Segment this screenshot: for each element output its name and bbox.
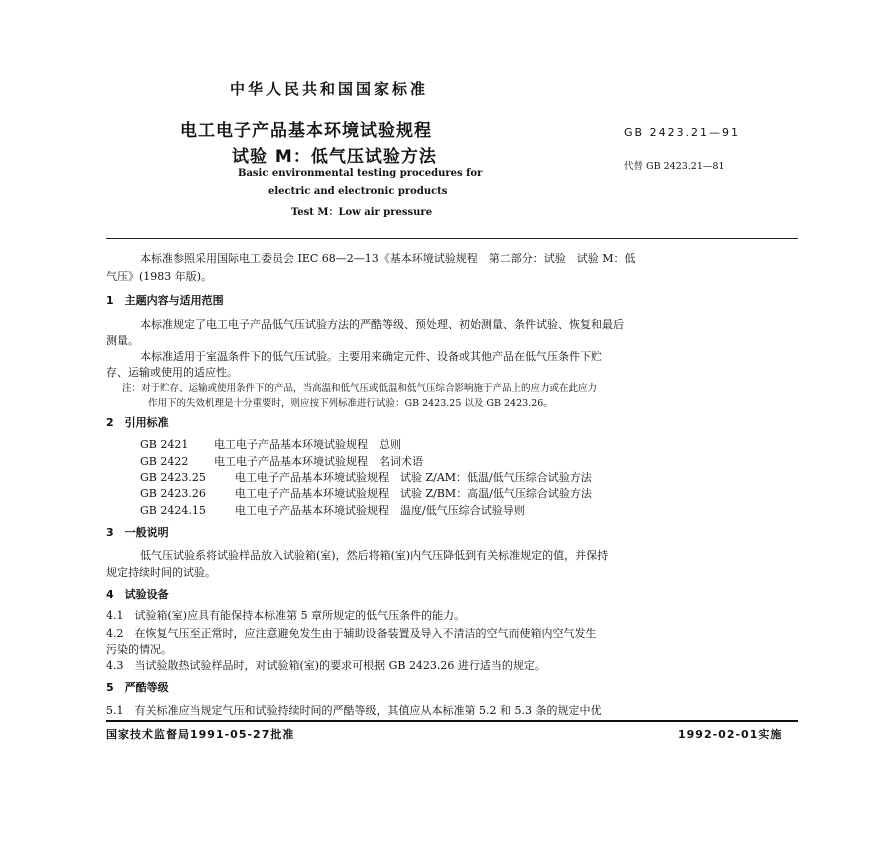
reference-code: GB 2423.25 <box>140 471 206 484</box>
effective-date-line: 1992-02-01实施 <box>678 728 783 741</box>
title-cn-line1: 电工电子产品基本环境试验规程 <box>180 121 432 141</box>
s4-item-4-1: 4.1 试验箱(室)应具有能保持本标准第 5 章所规定的低气压条件的能力。 <box>106 609 466 622</box>
title-cn-line2: 试验 M：低气压试验方法 <box>232 147 437 167</box>
replaces-standard: 代替 GB 2423.21—81 <box>624 161 725 172</box>
reference-code: GB 2421 <box>140 438 189 451</box>
s1-p2-line2: 存、运输或使用的适应性。 <box>106 366 238 379</box>
s4-item-4-2-line1: 4.2 在恢复气压至正常时，应注意避免发生由于辅助设备装置及导入不清洁的空气而使箱内空气发生 <box>106 627 597 640</box>
s1-p1-line1: 本标准规定了电工电子产品低气压试验方法的严酷等级、预处理、初始测量、条件试验、恢复和最后 <box>140 318 624 331</box>
reference-title: 电工电子产品基本环境试验规程 试验 Z/AM：低温/低气压综合试验方法 <box>235 471 592 484</box>
section-5-heading: 5 严酷等级 <box>106 681 169 694</box>
section-1-heading: 1 主题内容与适用范围 <box>106 294 224 307</box>
section-4-heading: 4 试验设备 <box>106 588 169 601</box>
reference-title: 电工电子产品基本环境试验规程 名词术语 <box>214 455 423 468</box>
header-rule <box>106 238 798 239</box>
s4-item-4-2-line2: 污染的情况。 <box>106 643 172 656</box>
title-en-line3: Test M：Low air pressure <box>291 207 433 218</box>
org-title: 中华人民共和国国家标准 <box>230 80 429 98</box>
footer-rule <box>106 720 798 722</box>
reference-item <box>140 436 401 454</box>
s1-note-line2: 作用下的失效机理是十分重要时，则应按下列标准进行试验：GB 2423.25 以及 GB 2423.26。 <box>148 398 553 409</box>
s3-line2: 规定持续时间的试验。 <box>106 566 216 579</box>
standard-number: GB 2423.21—91 <box>624 126 741 139</box>
reference-code: GB 2424.15 <box>140 504 206 517</box>
title-en-line1: Basic environmental testing procedures for <box>238 168 483 179</box>
reference-title: 电工电子产品基本环境试验规程 总则 <box>214 438 401 451</box>
section-3-heading: 3 一般说明 <box>106 526 169 539</box>
s5-item-5-1: 5.1 有关标准应当规定气压和试验持续时间的严酷等级，其值应从本标准第 5.2 和 5.3 条的规定中优 <box>106 704 602 717</box>
title-en-line2: electric and electronic products <box>268 186 448 197</box>
s3-line1: 低气压试验系将试验样品放入试验箱(室)，然后将箱(室)内气压降低到有关标准规定的值，并保持 <box>140 549 609 562</box>
reference-title: 电工电子产品基本环境试验规程 试验 Z/BM：高温/低气压综合试验方法 <box>235 487 592 500</box>
intro-line2: 气压》(1983 年版)。 <box>106 270 213 283</box>
section-2-heading: 2 引用标准 <box>106 416 169 429</box>
reference-item <box>140 502 525 520</box>
s1-p1-line2: 测量。 <box>106 334 139 347</box>
reference-title: 电工电子产品基本环境试验规程 温度/低气压综合试验导则 <box>235 504 525 517</box>
reference-item <box>140 485 592 503</box>
s1-p2-line1: 本标准适用于室温条件下的低气压试验。主要用来确定元件、设备或其他产品在低气压条件下贮 <box>140 350 602 363</box>
intro-line1: 本标准参照采用国际电工委员会 IEC 68—2—13《基本环境试验规程 第二部分：试验 试验 M：低 <box>140 252 636 265</box>
reference-code: GB 2423.26 <box>140 487 206 500</box>
s4-item-4-3: 4.3 当试验散热试验样品时，对试验箱(室)的要求可根据 GB 2423.26 进行适当的规定。 <box>106 659 546 672</box>
s1-note-line1: 注：对于贮存、运输或使用条件下的产品，当高温和低气压或低温和低气压综合影响施于产品上的应力或在此应力 <box>122 383 598 394</box>
reference-code: GB 2422 <box>140 455 189 468</box>
approval-line: 国家技术监督局1991-05-27批准 <box>106 728 295 741</box>
